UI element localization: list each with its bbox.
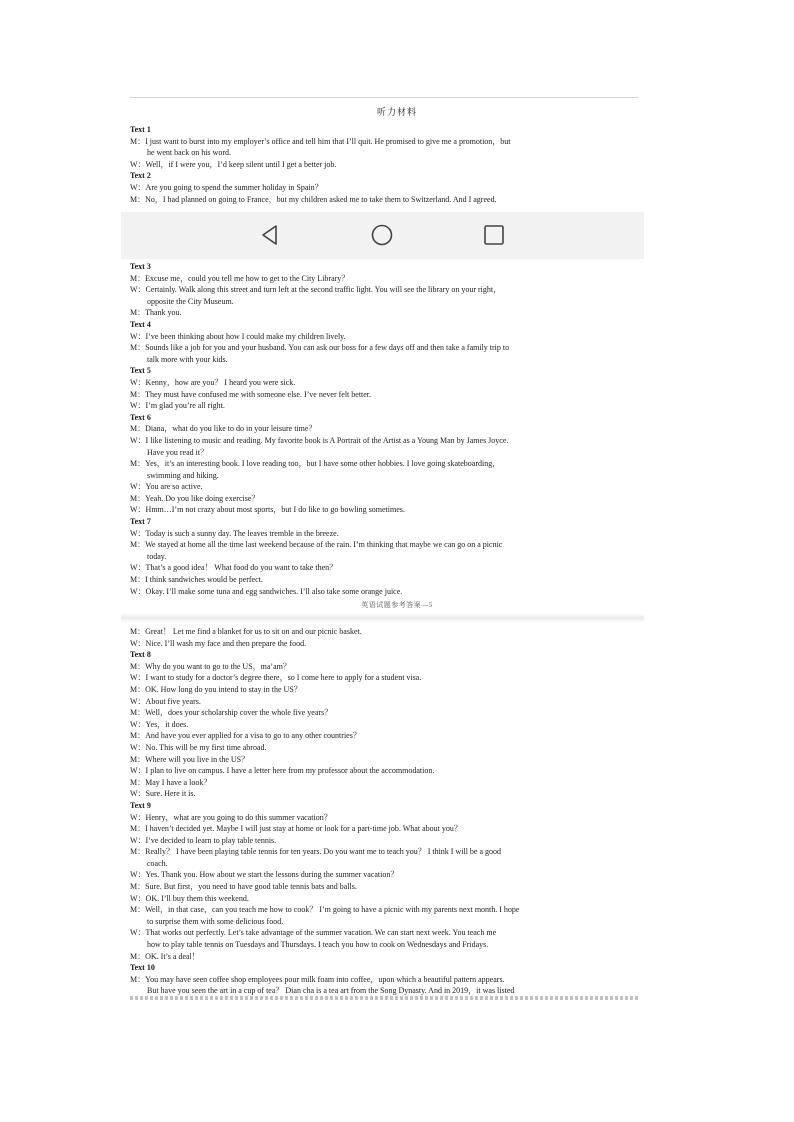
dialogue-line: M：Sure. But first，you need to have good table tennis bats and balls. xyxy=(130,882,357,892)
dialogue-line: W：Are you going to spend the summer holiday in Spain？ xyxy=(130,182,323,192)
dialogue-line: W：I want to study for a doctor’s degree there，so I come here to apply for a student visa. xyxy=(130,673,422,683)
recent-apps-icon[interactable] xyxy=(483,224,505,246)
dialogue-line: W：No. This will be my first time abroad. xyxy=(130,742,267,752)
dialogue-line: W：I’ve been thinking about how I could make my children lively. xyxy=(130,331,346,341)
dialogue-line: talk more with your kids. xyxy=(147,354,228,364)
dialogue-line: W：Well，if I were you，I’d keep silent until I get a better job. xyxy=(130,159,337,169)
section-heading: Text 8 xyxy=(130,650,151,660)
dialogue-line: But have you seen the art in a cup of tea？ Dian cha is a tea art from the Song Dynasty. And in 2019，it was listed xyxy=(147,986,515,996)
section-heading: Text 4 xyxy=(130,319,151,329)
dialogue-line: W：Certainly. Walk along this street and turn left at the second traffic light. You will see the library on your right， xyxy=(130,285,502,295)
dialogue-line: M：Thank you. xyxy=(130,308,182,318)
dialogue-line: W：I’ve decided to learn to play table tennis. xyxy=(130,835,277,845)
transcript-block-2 xyxy=(130,261,638,597)
section-heading: Text 5 xyxy=(130,366,151,376)
section-heading: Text 9 xyxy=(130,800,151,810)
dialogue-line: M：I think sandwiches would be perfect. xyxy=(130,575,263,585)
dialogue-line: W：Sure. Here it is. xyxy=(130,789,196,799)
dialogue-line: W：I like listening to music and reading. My favorite book is A Portrait of the Artist as a Young Man by James Joyce. xyxy=(130,435,509,445)
dialogue-line: M：Great！ Let me find a blanket for us to sit on and our picnic basket. xyxy=(130,627,362,636)
dialogue-line: W：That works out perfectly. Let’s take advantage of the summer vacation. We can start next week. You teach me xyxy=(130,928,497,938)
dialogue-line: M：And have you ever applied for a visa to go to any other countries？ xyxy=(130,731,361,741)
dialogue-line: M：Sounds like a job for you and your husband. You can ask our boss for a few days off and then take a family trip to xyxy=(130,343,510,353)
dialogue-line: coach. xyxy=(147,858,168,868)
dialogue-line: M：Diana，what do you like to do in your leisure time？ xyxy=(130,424,317,434)
dialogue-line: W：Hmm…I’m not crazy about most sports，but I do like to go bowling sometimes. xyxy=(130,505,405,515)
dialogue-line: M：I haven’t decided yet. Maybe I will just stay at home or look for a part-time job. What about you？ xyxy=(130,824,462,834)
dialogue-line: W：Nice. I’ll wash my face and then prepare the food. xyxy=(130,638,307,648)
dialogue-line: Have you read it？ xyxy=(147,447,209,457)
section-heading: Text 2 xyxy=(130,171,151,181)
back-icon[interactable] xyxy=(259,224,281,246)
dialogue-line: M：Really？ I have been playing table tennis for ten years. Do you want me to teach you？ I think I will be a good xyxy=(130,847,502,857)
dialogue-line: M：They must have confused me with someone else. I’ve never felt better. xyxy=(130,389,372,399)
dialogue-line: W：Kenny，how are you？ I heard you were sick. xyxy=(130,377,296,387)
dialogue-line: W：You are so active. xyxy=(130,482,203,492)
page-seam xyxy=(121,613,644,623)
dialogue-line: W：About five years. xyxy=(130,696,201,706)
page-footer: 英语试题参考答案—5 xyxy=(361,601,433,609)
dialogue-line: today. xyxy=(147,551,167,561)
dialogue-line: W：Yes. Thank you. How about we start the lessons during the summer vacation？ xyxy=(130,870,399,880)
transcript-block-3 xyxy=(130,626,638,997)
dialogue-line: W：I plan to live on campus. I have a letter here from my professor about the accommodation. xyxy=(130,766,435,776)
section-heading: Text 1 xyxy=(130,125,151,134)
dialogue-line: M：Excuse me，could you tell me how to get to the City Library？ xyxy=(130,273,350,283)
section-heading: Text 3 xyxy=(130,262,151,271)
dialogue-line: M：OK. How long do you intend to stay in the US？ xyxy=(130,684,302,694)
dialogue-line: he went back on his word. xyxy=(147,148,231,158)
dialogue-line: M：May I have a look？ xyxy=(130,777,212,787)
dialogue-line: W：Yes，it does. xyxy=(130,719,189,729)
dialogue-line: M：Yeah. Do you like doing exercise？ xyxy=(130,493,260,503)
dialogue-line: W：Henry，what are you going to do this summer vacation？ xyxy=(130,812,332,822)
dialogue-line: M：Well，does your scholarship cover the whole five years？ xyxy=(130,708,333,718)
dialogue-line: how to play table tennis on Tuesdays and Thursdays. I teach you how to cook on Wednesdays and Fridays. xyxy=(147,940,489,950)
dialogue-line: W：Today is such a sunny day. The leaves tremble in the breeze. xyxy=(130,528,339,538)
top-divider xyxy=(130,97,638,98)
section-heading: Text 10 xyxy=(130,963,155,973)
dialogue-line: to surprise them with some delicious food. xyxy=(147,916,284,926)
dialogue-line: W：I’m glad you’re all right. xyxy=(130,401,225,411)
dialogue-line: W：OK. I’ll buy them this weekend. xyxy=(130,893,249,903)
home-icon[interactable] xyxy=(371,224,393,246)
dialogue-line: W：That’s a good idea！ What food do you want to take then？ xyxy=(130,563,338,573)
dialogue-line: M：Where will you live in the US？ xyxy=(130,754,250,764)
transcript-block-1 xyxy=(130,124,638,205)
dialogue-line: W：Okay. I’ll make some tuna and egg sandwiches. I’ll also take some orange juice. xyxy=(130,586,403,596)
dialogue-line: swimming and hiking. xyxy=(147,470,219,480)
section-heading: Text 7 xyxy=(130,517,151,527)
dialogue-line: M：Yes，it’s an interesting book. I love reading too，but I have some other hobbies. I love going skateboarding， xyxy=(130,459,501,469)
dialogue-line: M：You may have seen coffee shop employees pour milk foam into coffee，upon which a beautiful pattern appears. xyxy=(130,974,505,984)
page-title: 听力材料 xyxy=(376,107,417,117)
dialogue-line: M：No，I had planned on going to France，but my children asked me to take them to Switzerland. And I agreed. xyxy=(130,194,497,204)
dialogue-line: opposite the City Museum. xyxy=(147,296,234,306)
dialogue-line: M：Why do you want to go to the US，ma’am？ xyxy=(130,661,291,671)
dialogue-line: M：We stayed at home all the time last weekend because of the rain. I’m thinking that maybe we can go on a picnic xyxy=(130,540,503,550)
dialogue-line: M：Well，in that case，can you teach me how to cook？ I’m going to have a picnic with my parents next month. I hope xyxy=(130,905,520,915)
cut-off-text-line xyxy=(130,996,638,1000)
dialogue-line: M：I just want to burst into my employer’s office and tell him that I’ll quit. He promised to give me a promotion，but xyxy=(130,136,511,146)
android-nav-bar xyxy=(121,212,644,259)
dialogue-line: M：OK. It’s a deal！ xyxy=(130,951,200,961)
section-heading: Text 6 xyxy=(130,412,151,422)
